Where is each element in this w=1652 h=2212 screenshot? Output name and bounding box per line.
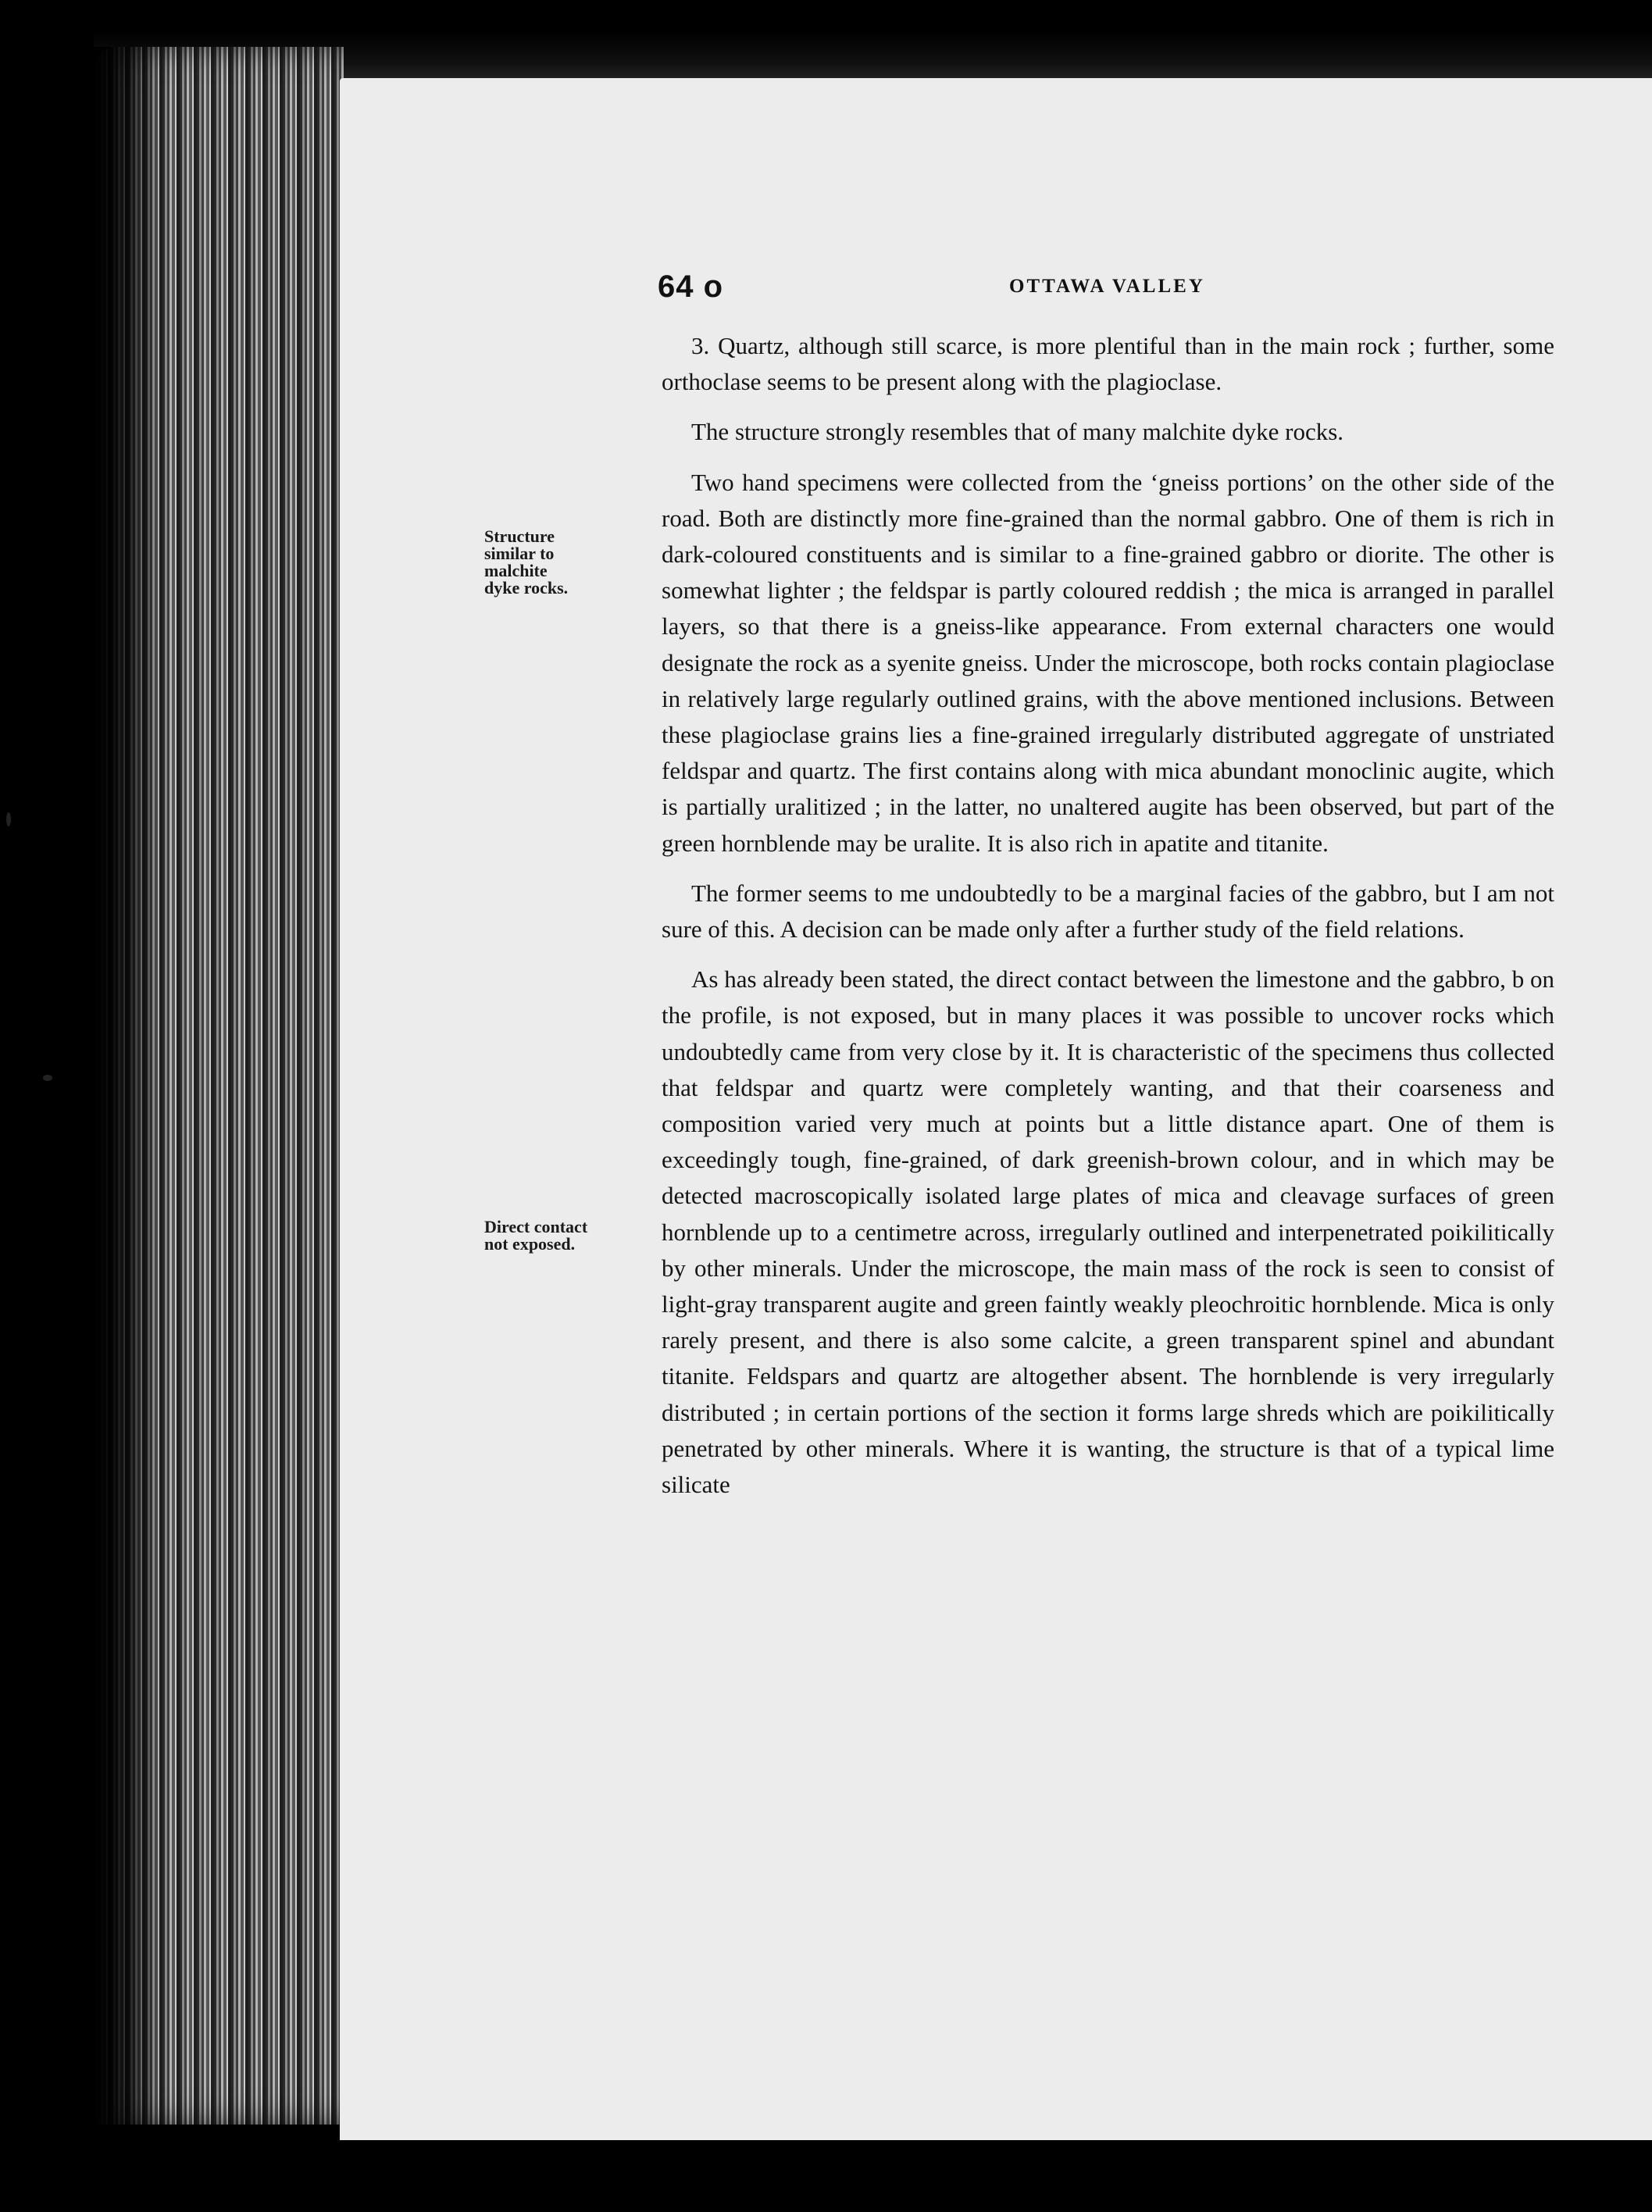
margin-speck xyxy=(43,1075,52,1081)
running-title: OTTAWA VALLEY xyxy=(1009,276,1205,297)
sidenote-line: Direct contact xyxy=(484,1217,588,1236)
margin-speck xyxy=(6,812,11,826)
paragraph: The former seems to me undoubtedly to be a marginal facies of the gabbro, but I am not sure of this. A decision can be made only after a further study of the field relations. xyxy=(662,879,1554,944)
paragraph: Two hand specimens were collected from the ‘gneiss portions’ on the other side of the road. Both are distinctly more fine-grained than the normal gabbro. One of them is rich in dark-coloured constituents and is similar to a fine-grained gabbro or diorite. The other is somewhat lighter ; the feldspar is partly coloured reddish ; the mica is arranged in parallel layers, so that there is a gneiss-like appearance. From external characters one would designate the rock as a syenite gneiss. Under the microscope, both rocks contain plagioclase in relatively large regularly outlined grains, with the above mentioned inclusions. Between these plagioclase grains lies a fine-grained irregularly distributed aggregate of unstriated feldspar and quartz. The first contains along with mica abundant monoclinic augite, which is partially uralitized ; in the latter, no unaltered augite has been observed, but part of the green hornblende may be uralite. It is also rich in apatite and titanite. xyxy=(662,468,1554,857)
paragraph: As has already been stated, the direct contact between the limestone and the gabbro, b on the profile, is not exposed, but in many places it was possible to uncover rocks which undoubtedly came from very close by it. It is characteristic of the specimens thus collected that feldspar and quartz were completely wanting, and that their coarseness and composition varied very much at points but a little distance apart. One of them is exceedingly tough, fine-grained, of dark greenish-brown colour, and in which may be detected macroscopically isolated large plates of mica and cleavage surfaces of green hornblende up to a centimetre across, irregularly outlined and interpenetrated poikilitically by other minerals. Under the microscope, the main mass of the rock is seen to consist of light-gray transparent augite and green faintly weakly pleochroitic hornblende. Mica is only rarely present, and there is also some calcite, a green transparent spinel and abundant titanite. Feldspars and quartz are altogether absent. The hornblende is very irregularly distributed ; in certain portions of the section it forms large shreds which are poikilitically penetrated by other minerals. Where it is wanting, the structure is that of a typical lime silicate xyxy=(662,965,1554,1499)
paragraph: 3. Quartz, although still scarce, is more plentiful than in the main rock ; further, some orthoclase seems to be present along with the plagioclase. xyxy=(662,332,1554,396)
sidenote-line: dyke rocks. xyxy=(484,578,569,598)
paragraph: The structure strongly resembles that of many malchite dyke rocks. xyxy=(691,418,1344,446)
running-header xyxy=(658,269,1556,309)
sidenote-line: malchite xyxy=(484,561,548,580)
sidenote-line: Structure xyxy=(484,526,555,546)
book-binding-shadow xyxy=(94,47,164,2125)
sidenote-line: similar to xyxy=(484,544,555,563)
body-text xyxy=(662,328,1554,1517)
sidenote-contact xyxy=(484,1218,629,1253)
sidenote-line: not exposed. xyxy=(484,1234,576,1254)
page-number: 64 o xyxy=(658,269,724,304)
sidenote-structure xyxy=(484,528,629,597)
